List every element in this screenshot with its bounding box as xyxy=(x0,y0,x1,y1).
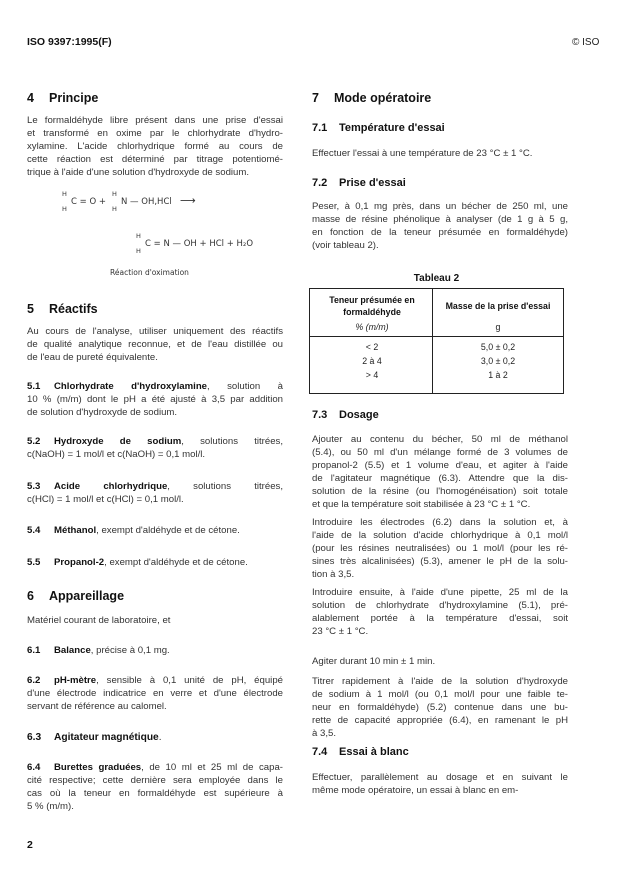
text-line: 5 % (m/m). xyxy=(27,801,74,812)
text-line: Ajouter au contenu du bécher, 50 ml de méthanol xyxy=(312,434,568,445)
text-line: Introduire les électrodes (6.2) dans la solution et, à xyxy=(312,517,568,528)
essai-blanc-paragraph xyxy=(312,771,568,797)
item-5-5 xyxy=(27,556,283,569)
section-title: Réactifs xyxy=(49,302,98,316)
section-title: Dosage xyxy=(339,409,379,421)
page-number: 2 xyxy=(27,839,33,851)
section-number: 5 xyxy=(27,302,34,316)
section-title: Mode opératoire xyxy=(334,91,432,105)
text-line: Agiter durant 10 min ± 1 min. xyxy=(312,656,436,667)
section-6-heading xyxy=(27,589,124,603)
text-line: à 3,5. xyxy=(312,728,337,739)
text-line: 23 °C ± 1 °C. xyxy=(312,626,369,637)
principe-paragraph xyxy=(27,114,283,179)
item-text: , de 10 ml et 25 ml de capa- xyxy=(141,762,284,773)
dosage-paragraph-1 xyxy=(312,433,568,511)
text-line: Effectuer l'essai à une température de 23 °C ± 1 °C. xyxy=(312,148,533,159)
text-line: cette réaction est déterminé par titrage potentiomé- xyxy=(27,154,283,165)
item-number: 5.2 xyxy=(27,436,41,447)
item-text: , solutions titrées, xyxy=(167,481,284,492)
text-line: l'aide de la solution d'acide chlorhydrique à 0,1 mol/l xyxy=(312,530,568,541)
text-line: (voir tableau 2). xyxy=(312,240,379,251)
section-title: Température d'essai xyxy=(339,122,445,134)
text-line: cité respective; cette dernière sera employée dans le xyxy=(27,775,283,786)
text-line: d'une électrode indicatrice en verre et d'une électrode xyxy=(27,688,283,699)
item-term: Burettes graduées xyxy=(54,762,142,773)
item-5-2 xyxy=(27,435,283,461)
formula-part: N — OH,HCl xyxy=(121,197,172,207)
item-number: 5.1 xyxy=(27,381,41,392)
item-term: Balance xyxy=(54,645,91,656)
text-line xyxy=(27,731,283,744)
item-6-1 xyxy=(27,644,283,657)
text-line xyxy=(27,761,283,774)
item-number: 6.2 xyxy=(27,675,41,686)
text-line: solution de chlorhydrate d'hydroxylamine (5.1), pré- xyxy=(312,600,568,611)
item-text: , solutions titrées, xyxy=(181,436,283,447)
table-cell: < 2 xyxy=(365,342,379,352)
text-line: Matériel courant de laboratoire, et xyxy=(27,615,171,626)
item-term: Agitateur magnétique xyxy=(54,732,159,743)
text-line: 10 % (m/m) dont le pH a été ajusté à 3,5 par addition xyxy=(27,394,283,405)
text-line xyxy=(27,435,283,448)
item-text: , exempt d'aldéhyde et de cétone. xyxy=(96,525,240,536)
h-atom: H xyxy=(136,232,141,240)
item-5-4 xyxy=(27,524,283,537)
item-number: 5.4 xyxy=(27,525,41,536)
formula-caption: Réaction d'oximation xyxy=(110,268,189,277)
dosage-paragraph-4 xyxy=(312,655,568,668)
text-line xyxy=(27,674,283,687)
table-cell: 3,0 ± 0,2 xyxy=(480,356,516,366)
formula-part: C = O + xyxy=(71,197,106,207)
item-number: 6.3 xyxy=(27,732,42,743)
column-unit: % (m/m) xyxy=(355,322,389,332)
text-line: et que la température soit stabilisée à 23 °C ± 1 °C. xyxy=(312,499,531,510)
section-7-1-heading xyxy=(312,122,445,134)
column-header: Masse de la prise d'essai xyxy=(445,301,551,311)
text-line xyxy=(27,644,283,657)
item-number: 6.1 xyxy=(27,645,41,656)
section-title: Principe xyxy=(49,91,99,105)
item-term: Hydroxyde de sodium xyxy=(54,436,182,447)
dosage-paragraph-2 xyxy=(312,516,568,581)
text-line: Effectuer, parallèlement au dosage et en suivant le xyxy=(312,772,568,783)
item-text: , exempt d'aldéhyde et de cétone. xyxy=(104,557,248,568)
section-number: 7.4 xyxy=(312,746,328,758)
dosage-paragraph-5 xyxy=(312,675,568,740)
temperature-paragraph xyxy=(312,147,568,160)
text-line: cas où la teneur en formaldéhyde est supérieure à xyxy=(27,788,283,799)
section-7-heading xyxy=(312,91,431,105)
text-line: servant de référence au calomel. xyxy=(27,701,167,712)
item-text: . xyxy=(158,732,162,743)
h-atom: H xyxy=(62,190,67,198)
text-line: propanol-2 (5.5) et 1 volume d'eau, et agiter à l'aide xyxy=(312,460,568,471)
text-line: trique à l'aide d'une solution d'hydroxyde de sodium. xyxy=(27,167,250,178)
item-term: Chlorhydrate d'hydroxylamine xyxy=(54,381,208,392)
table-cell: 2 à 4 xyxy=(362,356,382,366)
h-atom: H xyxy=(112,190,117,198)
text-line: (pour les résines neutralisées) ou 1 mol/l (pour les ré- xyxy=(312,543,568,554)
section-4-heading xyxy=(27,91,98,105)
text-line: de l'agitateur magnétique (6.3). Attendre que la dis- xyxy=(312,473,568,484)
h-atom: H xyxy=(62,205,67,213)
section-title: Appareillage xyxy=(49,589,125,603)
text-line: c(HCl) = 1 mol/l et c(HCl) = 0,1 mol/l. xyxy=(27,494,184,505)
section-title: Prise d'essai xyxy=(339,177,406,189)
header-divider xyxy=(310,336,563,337)
item-text: , sensible à 0,1 unité de pH, équipé xyxy=(96,675,283,686)
text-line: Introduire ensuite, à l'aide d'une pipette, 25 ml de la xyxy=(312,587,568,598)
text-line: même mode opératoire, un essai à blanc en em- xyxy=(312,785,519,796)
column-unit: g xyxy=(495,322,501,332)
table-2 xyxy=(309,288,564,394)
dosage-paragraph-3 xyxy=(312,586,568,638)
copyright: © ISO xyxy=(572,37,600,48)
section-5-heading xyxy=(27,302,98,316)
h-atom: H xyxy=(136,247,141,255)
arrow-icon: ⟶ xyxy=(180,194,196,207)
column-header: Teneur présumée en formaldéhyde xyxy=(329,295,415,317)
text-line: solution de la résine (ou l'homogénéisation) soit totale xyxy=(312,486,568,497)
text-line: en fonction de la teneur présumée en formaldéhyde) xyxy=(312,227,568,238)
section-7-4-heading xyxy=(312,746,409,758)
reactifs-paragraph xyxy=(27,325,283,364)
section-number: 7.2 xyxy=(312,177,328,189)
section-title: Essai à blanc xyxy=(339,746,409,758)
section-7-3-heading xyxy=(312,409,379,421)
text-line: tion à 3,5. xyxy=(312,569,355,580)
text-line: rette de capacité appropriée (6.4), en ramenant le pH xyxy=(312,715,568,726)
item-number: 5.5 xyxy=(27,557,41,568)
table-title: Tableau 2 xyxy=(413,273,460,284)
document-id: ISO 9397:1995(F) xyxy=(27,36,112,48)
table-cell: 1 à 2 xyxy=(488,370,508,380)
text-line: c(NaOH) = 1 mol/l et c(NaOH) = 0,1 mol/l. xyxy=(27,449,206,460)
item-5-3 xyxy=(27,480,283,506)
item-term: Méthanol xyxy=(54,525,97,536)
item-6-4 xyxy=(27,761,283,813)
text-line: (5.4), ou 50 ml d'un mélange formé de 3 volumes de xyxy=(312,447,568,458)
section-number: 7.3 xyxy=(312,409,328,421)
prise-essai-paragraph xyxy=(312,200,568,252)
section-number: 4 xyxy=(27,91,34,105)
section-number: 6 xyxy=(27,589,34,603)
h-atom: H xyxy=(112,205,117,213)
item-number: 6.4 xyxy=(27,762,41,773)
text-line: de sodium à 1 mol/l (ou 0,1 mol/l pour une faible te- xyxy=(312,689,568,700)
item-number: 5.3 xyxy=(27,481,41,492)
text-line: neur en formaldéhyde) (5.2) contenue dans une bu- xyxy=(312,702,568,713)
item-text: , solution à xyxy=(207,381,283,392)
item-text: , précise à 0,1 mg. xyxy=(90,645,170,656)
text-line: Au cours de l'analyse, utiliser uniquement des réactifs xyxy=(27,326,283,337)
text-line: de solution d'hydroxyde de sodium. xyxy=(27,407,178,418)
reaction-formula-2 xyxy=(136,232,296,262)
item-term: pH-mètre xyxy=(54,675,97,686)
item-term: Acide chlorhydrique xyxy=(54,481,168,492)
text-line xyxy=(27,556,283,569)
item-term: Propanol-2 xyxy=(54,557,105,568)
table-cell: 5,0 ± 0,2 xyxy=(480,342,516,352)
formula-part: C = N — OH + HCl + H₂O xyxy=(145,239,254,249)
reaction-formula-1 xyxy=(62,190,222,220)
item-5-1 xyxy=(27,380,283,419)
table-cell: > 4 xyxy=(365,370,379,380)
section-7-2-heading xyxy=(312,177,406,189)
text-line: masse de résine phénolique à analyser (de 1 g à 5 g, xyxy=(312,214,568,225)
text-line: Le formaldéhyde libre présent dans une prise d'essai xyxy=(27,115,283,126)
column-divider xyxy=(432,289,433,393)
text-line: xylamine. L'acide chlorhydrique formé au cours de xyxy=(27,141,283,152)
item-6-2 xyxy=(27,674,283,713)
section-number: 7 xyxy=(312,91,319,105)
text-line xyxy=(27,480,283,493)
text-line: de qualité analytique reconnue, et de l'eau distillée ou xyxy=(27,339,283,350)
text-line: alablement portée à la température d'essai, soit xyxy=(312,613,568,624)
text-line: Peser, à 0,1 mg près, dans un bécher de 250 ml, une xyxy=(312,201,568,212)
text-line xyxy=(27,524,283,537)
text-line xyxy=(27,380,283,393)
text-line: Titrer rapidement à l'aide de la solution d'hydroxyde xyxy=(312,676,568,687)
appareillage-paragraph xyxy=(27,614,283,627)
text-line: et transformé en oxime par le chlorhydrate d'hydro- xyxy=(27,128,283,139)
item-6-3 xyxy=(27,731,283,744)
text-line: sines très alcalinisées) (5.3), amener le pH de la solu- xyxy=(312,556,568,567)
section-number: 7.1 xyxy=(312,122,328,134)
text-line: de l'eau de pureté équivalente. xyxy=(27,352,158,363)
